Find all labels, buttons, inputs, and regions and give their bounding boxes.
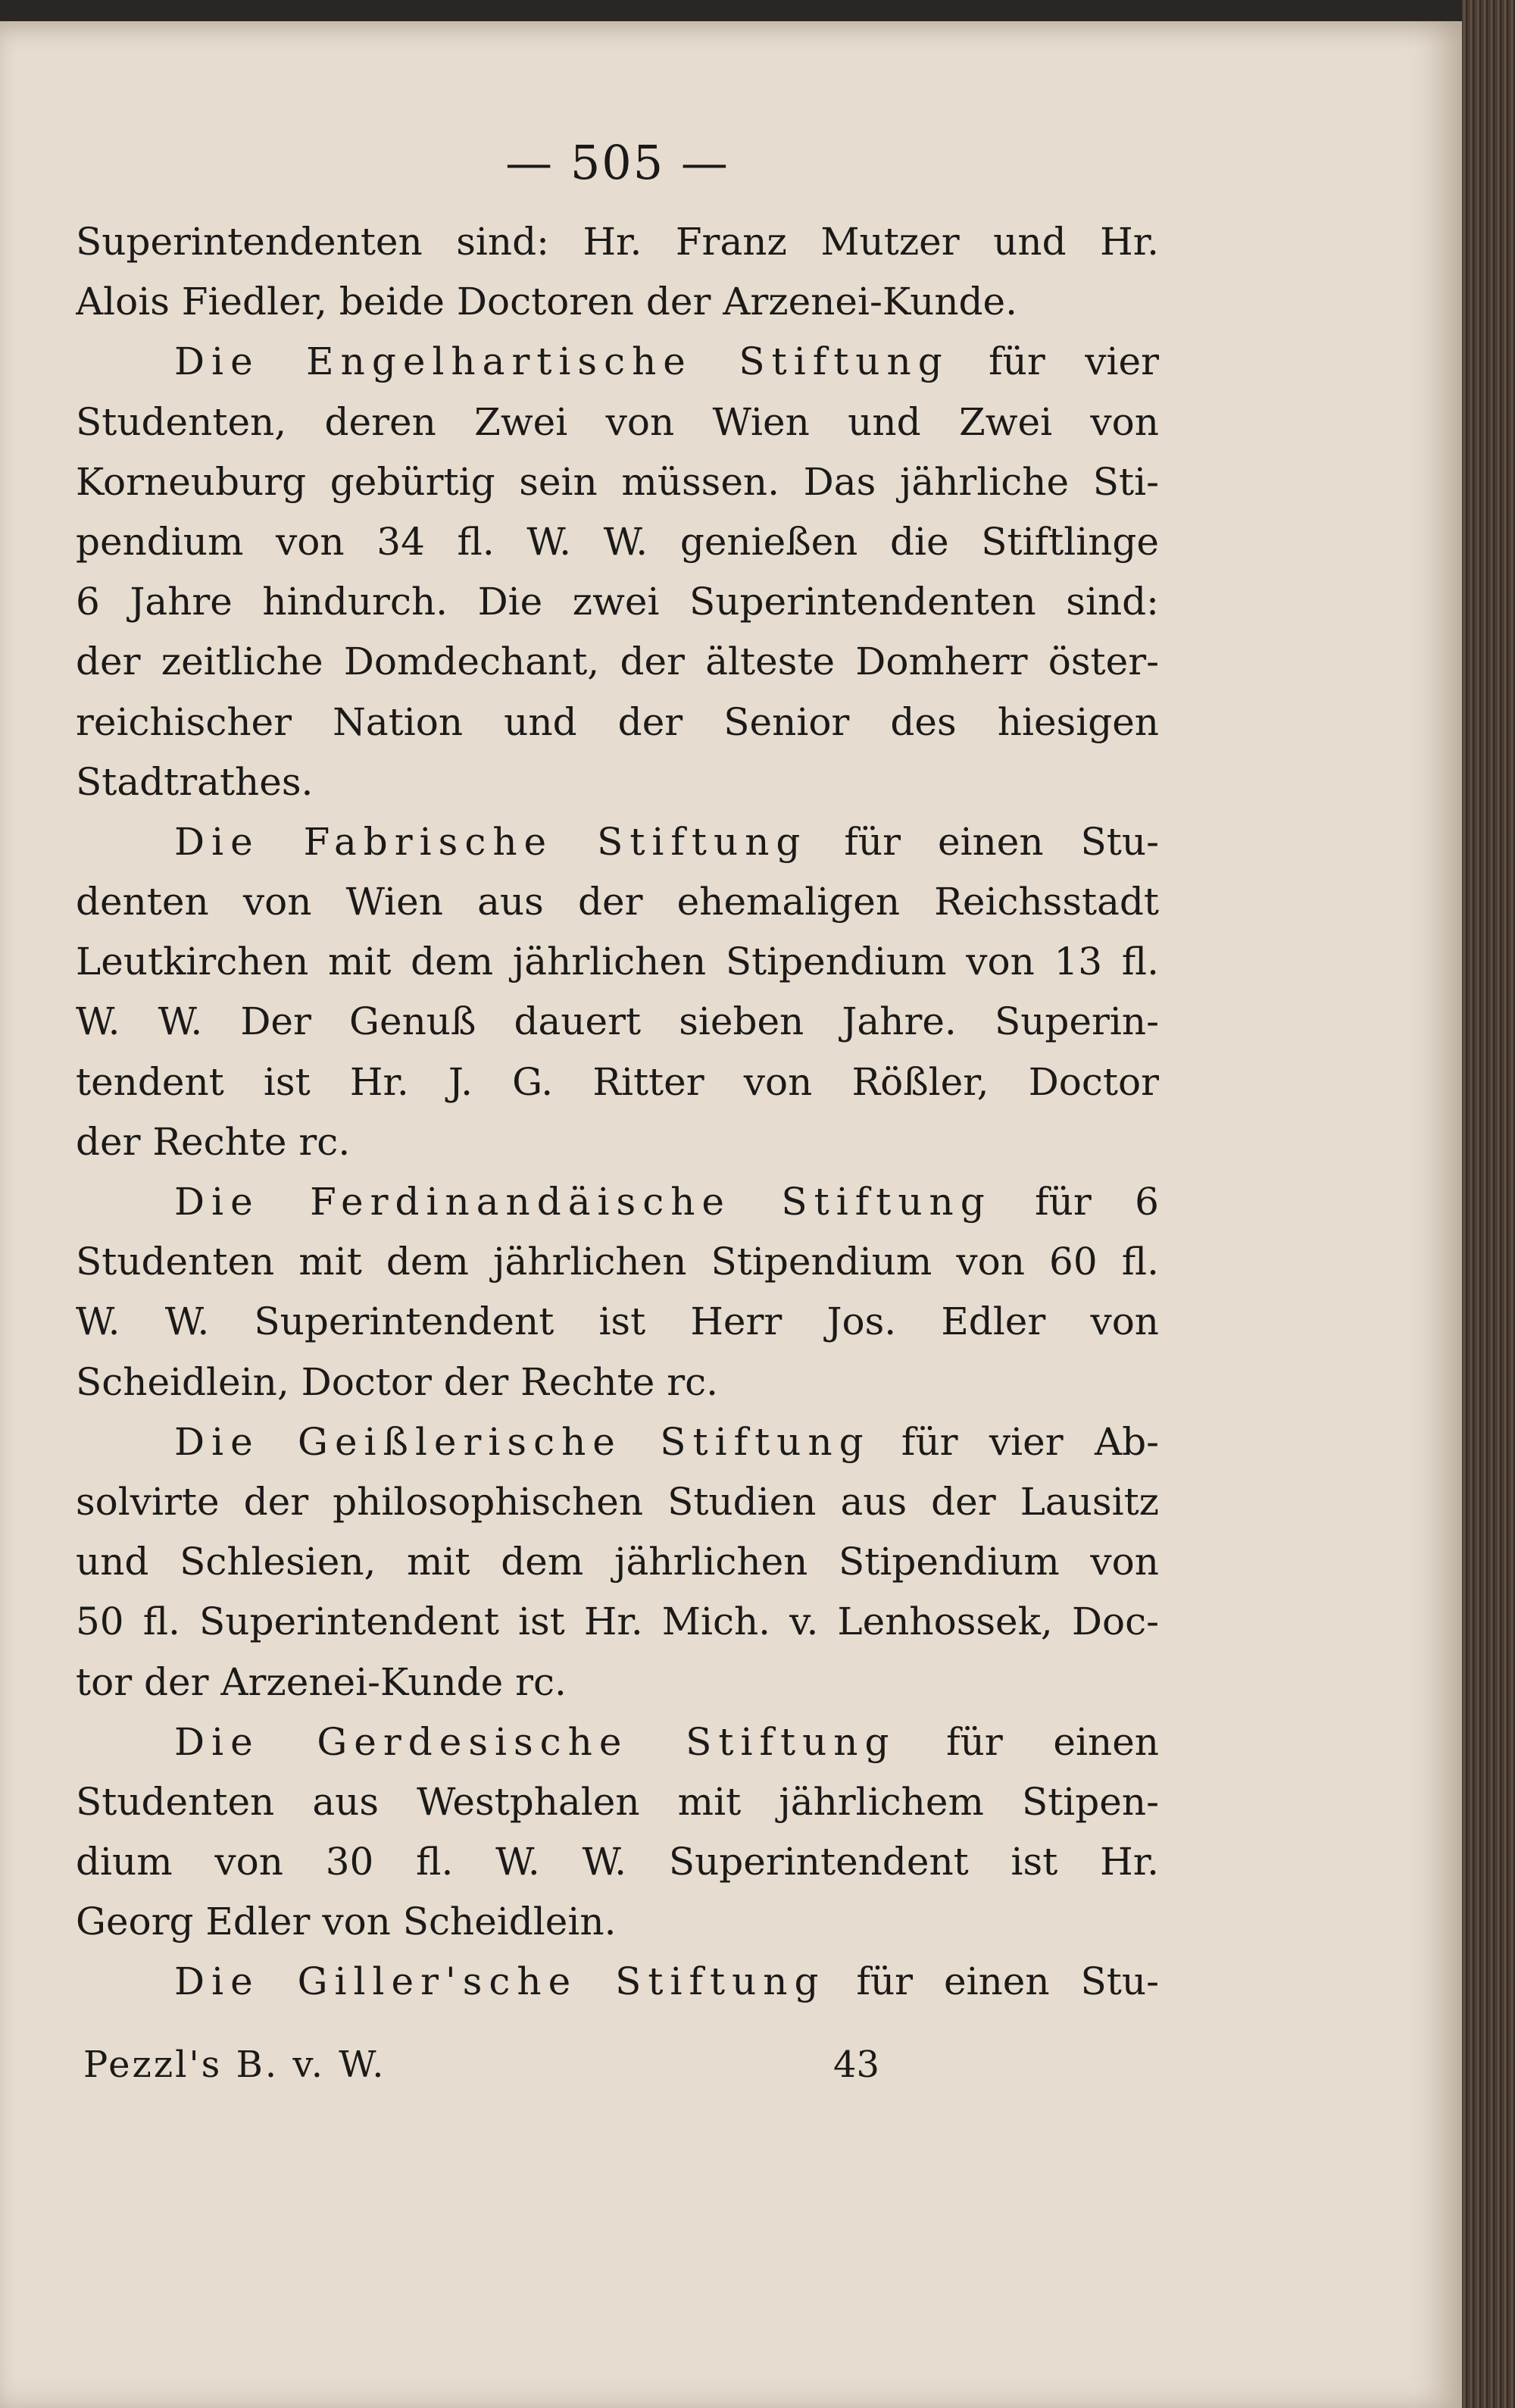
text-fragment: für einen Stu- bbox=[807, 819, 1159, 864]
text-line: Studenten, deren Zwei von Wien und Zwei von bbox=[76, 399, 1159, 444]
text-line: Alois Fiedler, beide Doctoren der Arzenei-Kunde. bbox=[76, 280, 1018, 324]
text-fragment: für einen bbox=[895, 1719, 1159, 1764]
text-line: der zeitliche Domdechant, der älteste Domherr öster- bbox=[76, 640, 1159, 684]
printer-signature: Pezzl's B. v. W. bbox=[83, 2044, 386, 2086]
foundation-title: Die Ferdinandäische Stiftung bbox=[174, 1180, 992, 1224]
text-line: Studenten mit dem jährlichen Stipendium von 60 fl. bbox=[76, 1240, 1159, 1284]
text-line: W. W. Der Genuß dauert sieben Jahre. Superin- bbox=[76, 999, 1159, 1044]
text-line: Superintendenten sind: Hr. Franz Mutzer und Hr. bbox=[76, 220, 1159, 264]
foundation-title: Die Engelhartische Stiftung bbox=[174, 339, 949, 384]
text-line: der Rechte rc. bbox=[76, 1119, 351, 1164]
foundation-title: Die Gerdesische Stiftung bbox=[174, 1719, 896, 1764]
text-line: Georg Edler von Scheidlein. bbox=[76, 1900, 617, 1944]
paragraph-first-line bbox=[76, 812, 1159, 872]
paragraph-first-line bbox=[76, 1172, 1159, 1232]
foundation-title: Die Geißlerische Stiftung bbox=[174, 1419, 870, 1464]
paragraph-first-line bbox=[76, 1412, 1159, 1472]
sheet-number: 43 bbox=[833, 2044, 880, 2086]
text-fragment: für einen Stu- bbox=[825, 1959, 1159, 2004]
text-line: 6 Jahre hindurch. Die zwei Superintendenten sind: bbox=[76, 580, 1159, 624]
page-text bbox=[76, 114, 1159, 2012]
text-line: Leutkirchen mit dem jährlichen Stipendium von 13 fl. bbox=[76, 940, 1159, 984]
text-line: W. W. Superintendent ist Herr Jos. Edler von bbox=[76, 1299, 1159, 1344]
text-line: Studenten aus Westphalen mit jährlichem Stipen- bbox=[76, 1779, 1159, 1824]
paragraph-first-line bbox=[76, 1712, 1159, 1772]
paragraph-first-line bbox=[76, 332, 1159, 392]
text-line: Scheidlein, Doctor der Rechte rc. bbox=[76, 1359, 718, 1404]
text-fragment: für 6 bbox=[991, 1180, 1159, 1224]
page-number: — 505 — bbox=[505, 135, 729, 190]
text-line: solvirte der philosophischen Studien aus der Lausitz bbox=[76, 1479, 1159, 1524]
text-fragment: für vier Ab- bbox=[870, 1419, 1159, 1464]
text-line: tendent ist Hr. J. G. Ritter von Rößler, Doctor bbox=[76, 1059, 1159, 1104]
text-line: reichischer Nation und der Senior des hiesigen bbox=[76, 699, 1159, 744]
foundation-title: Die Fabrische Stiftung bbox=[174, 819, 807, 864]
text-line: 50 fl. Superintendent ist Hr. Mich. v. Lenhossek, Doc- bbox=[76, 1600, 1159, 1644]
text-line: dium von 30 fl. W. W. Superintendent ist Hr. bbox=[76, 1840, 1159, 1884]
paragraph-first-line bbox=[76, 1952, 1159, 2012]
page-edge bbox=[1462, 0, 1515, 2408]
foundation-title: Die Giller'sche Stiftung bbox=[174, 1959, 826, 2004]
text-fragment: für vier bbox=[948, 339, 1159, 384]
text-line: pendium von 34 fl. W. W. genießen die Stiftlinge bbox=[76, 519, 1159, 564]
text-line: Korneuburg gebürtig sein müssen. Das jährliche Sti- bbox=[76, 459, 1159, 504]
text-line: und Schlesien, mit dem jährlichen Stipendium von bbox=[76, 1540, 1159, 1584]
text-line: Stadtrathes. bbox=[76, 759, 314, 804]
page-footer bbox=[76, 2038, 1159, 2091]
text-line: denten von Wien aus der ehemaligen Reichsstadt bbox=[76, 880, 1159, 924]
text-line: tor der Arzenei-Kunde rc. bbox=[76, 1659, 567, 1704]
